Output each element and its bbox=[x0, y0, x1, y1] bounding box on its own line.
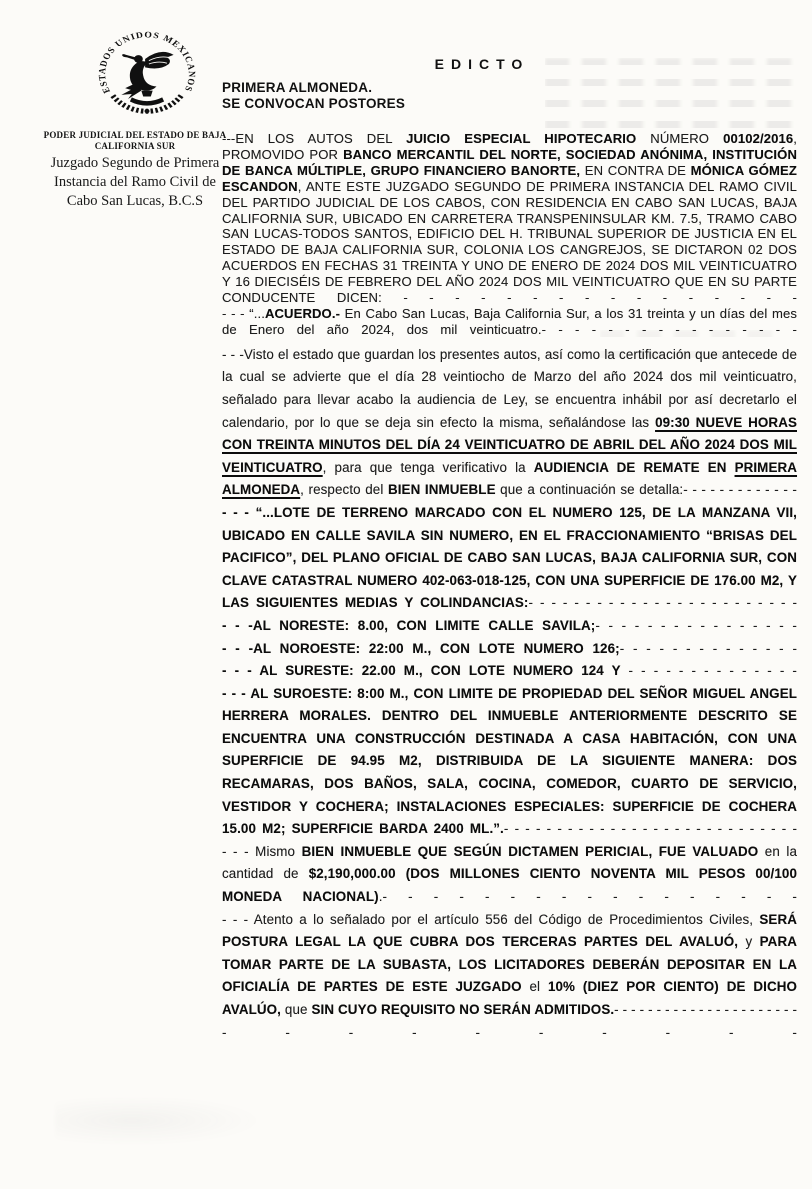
text-segment: 10% (DIEZ POR CIENTO) DE DICHO AVALÚO, bbox=[222, 979, 797, 1017]
text-segment: - - - “... bbox=[222, 305, 265, 321]
text-segment: MÓNICA GÓMEZ ESCANDON bbox=[222, 162, 797, 194]
auction-notice-block bbox=[222, 80, 622, 112]
seal-circular-text: ESTADOS UNIDOS MEXICANOS bbox=[96, 29, 198, 95]
text-segment: - - - Atento a lo señalado por el artículo 556 del Código de Procedimientos Civiles, bbox=[222, 911, 760, 927]
text-segment: - - - Mismo bbox=[222, 843, 302, 859]
text-segment: BANCO MERCANTIL DEL NORTE, SOCIEDAD ANÓNIMA, INSTITUCIÓN DE BANCA MÚLTIPLE, GRUPO FINANCIERO BANORTE, bbox=[222, 146, 798, 178]
paragraph bbox=[222, 909, 797, 1045]
text-segment: EN CONTRA DE bbox=[580, 162, 691, 178]
text-segment: - - -Visto el estado que guardan los presentes autos, así como la certificación que antecede de la cual se advierte que el día 28 veintiocho de Marzo del año 2024 dos mil veinticuatro, señalado para llevar acabo la audiencia de Ley, se encuentra inhábil por así decretarlo el calendario, por lo que se deja sin efecto la misma, señalándose las bbox=[222, 346, 797, 430]
court-name-line: Juzgado Segundo de Primera bbox=[50, 155, 220, 171]
text-segment: $2,190,000.00 (DOS MILLONES CIENTO NOVENTA MIL PESOS 00/100 MONEDA NACIONAL) bbox=[222, 866, 797, 905]
text-segment: JUICIO ESPECIAL HIPOTECARIO bbox=[406, 131, 637, 146]
judicial-authority-line: PODER JUDICIAL DEL ESTADO DE BAJA bbox=[43, 130, 227, 140]
text-segment: - - - - - - - - - - - - - - bbox=[619, 640, 797, 656]
text-segment: BIEN INMUEBLE bbox=[387, 482, 496, 498]
text-segment: en la cantidad de bbox=[222, 843, 798, 882]
eagle-emblem bbox=[121, 52, 173, 106]
text-segment: y bbox=[738, 934, 760, 950]
text-segment: PARA TOMAR PARTE DE LA SUBASTA, LOS LICITADORES DEBERÁN DEPOSITAR EN LA OFICIALÍA DE PARTES DE ESTE JUZGADO bbox=[222, 934, 797, 995]
paragraph bbox=[222, 502, 797, 615]
national-seal-icon bbox=[90, 24, 204, 124]
text-segment: que a continuación se detalla:- - - - - - - - - - - - - bbox=[495, 482, 797, 498]
text-segment: - - -AL NOROESTE: 22:00 M., CON LOTE NUMERO 126; bbox=[222, 640, 620, 656]
text-segment: - - -AL NORESTE: 8.00, CON LIMITE CALLE SAVILA; bbox=[222, 617, 596, 633]
text-segment: , PROMOVIDO POR bbox=[222, 131, 797, 162]
text-segment: - - - AL SUROESTE: 8:00 M., CON LIMITE DE PROPIEDAD DEL SEÑOR MIGUEL ANGEL HERRERA MORALES. DENTRO DEL INMUEBLE ANTERIORMENTE DESCRITO SE ENCUENTRA UNA CONSTRUCCIÓN DESTINADA A CASA HABITACIÓN, CON UNA SUPERFICIE DE 94.95 M2, DISTRIBUIDA DE LA SIGUIENTE MANERA: DOS RECAMARAS, DOS BAÑOS, SALA, COCINA, COMEDOR, CUARTO DE SERVICIO, VESTIDOR Y COCHERA; INSTALACIONES ESPECIALES: SUPERFICIE DE COCHERA 15.00 M2; SUPERFICIE BARDA 2400 ML.”. bbox=[222, 685, 797, 837]
scan-artifact bbox=[55, 1098, 275, 1148]
text-segment: que bbox=[280, 1002, 312, 1017]
text-segment: , para que tenga verificativo la bbox=[322, 459, 534, 475]
text-segment: ---EN LOS AUTOS DEL bbox=[222, 131, 407, 146]
text-segment: AUDIENCIA DE REMATE EN bbox=[533, 459, 735, 475]
edicto-title: EDICTO bbox=[434, 56, 530, 72]
paragraph bbox=[222, 131, 797, 306]
court-header-block bbox=[30, 24, 240, 211]
court-name-line: Cabo San Lucas, B.C.S bbox=[66, 193, 204, 209]
judicial-authority-line: CALIFORNIA SUR bbox=[94, 140, 176, 151]
text-segment: BIEN INMUEBLE QUE SEGÚN DICTAMEN PERICIAL, FUE VALUADO bbox=[301, 843, 759, 859]
text-segment: ACUERDO.- bbox=[264, 305, 341, 321]
paragraph bbox=[222, 306, 797, 338]
notice-line-almoneda: PRIMERA ALMONEDA. bbox=[222, 80, 373, 95]
text-segment: SIN CUYO REQUISITO NO SERÁN ADMITIDOS. bbox=[311, 1002, 615, 1017]
text-segment: .- - - - - - - - - - - - - - - - - bbox=[378, 889, 797, 905]
text-segment: , ANTE ESTE JUZGADO SEGUNDO DE PRIMERA INSTANCIA DEL RAMO CIVIL DEL PARTIDO JUDICIAL DE LOS CABOS, CON RESIDENCIA EN CABO SAN LUCAS, BAJA CALIFORNIA SUR, UBICADO EN CARRETERA TRANSPENINSULAR KM. 7.5, TRAMO CABO SAN LUCAS-TODOS SANTOS, EDIFICIO DEL H. TRIBUNAL SUPERIOR DE JUSTICIA EN EL ESTADO DE BAJA CALIFORNIA SUR, COLONIA LOS CANGREJOS, SE DICTARON 02 DOS ACUERDOS EN FECHAS 31 TREINTA Y UNO DE ENERO DE 2024 DOS MIL VEINTICUATRO Y 16 DIECISÉIS DE FEBRERO DEL AÑO 2024 DOS MIL VEINTICUATRO QUE EN SU PARTE CONDUCENTE DICEN: - - - - - - - - - - - - - - - - bbox=[222, 178, 797, 306]
paragraph bbox=[222, 638, 797, 661]
paragraph bbox=[222, 841, 797, 909]
notice-line-postores: SE CONVOCAN POSTORES bbox=[222, 96, 406, 111]
paragraph bbox=[222, 660, 797, 683]
paragraph bbox=[222, 615, 797, 638]
paragraph bbox=[222, 344, 797, 502]
document-body bbox=[222, 131, 797, 1044]
text-segment: - - - AL SURESTE: 22.00 M., CON LOTE NUMERO 124 Y bbox=[222, 663, 629, 679]
text-segment: - - - - - - - - - - - - - - - - - - - - - - - - bbox=[528, 595, 797, 611]
text-segment: - - - “...LOTE DE TERRENO MARCADO CON EL NUMERO 125, DE LA MANZANA VII, UBICADO EN CALLE SAVILA SIN NUMERO, EN EL FRACCIONAMIENTO “BRISAS DEL PACIFICO”, DEL PLANO OFICIAL DE CABO SAN LUCAS, BAJA CALIFORNIA SUR, CON CLAVE CATASTRAL NUMERO 402-063-018-125, CON UNA SUPERFICIE DE 176.00 M2, Y LAS SIGUIENTES MEDIAS Y COLINDANCIAS: bbox=[222, 504, 797, 611]
court-name-line: Instancia del Ramo Civil de bbox=[54, 174, 216, 190]
text-segment: - - - - - - - - - - - - - - - - - - - - - - - - - - - - bbox=[503, 821, 798, 837]
text-segment: En Cabo San Lucas, Baja California Sur, a los 31 treinta y un días del mes de Enero del año 2024, dos mil veinticuatro.- - - - - - - - - - - - - - - - bbox=[222, 305, 797, 337]
text-segment: - - - - - - - - - - - - - - bbox=[628, 663, 797, 679]
text-segment: , respecto del bbox=[300, 482, 388, 498]
text-segment: SERÁ POSTURA LEGAL LA QUE CUBRA DOS TERCERAS PARTES DEL AVALUÓ, bbox=[222, 911, 797, 950]
text-segment: PRIMERA ALMONEDA bbox=[222, 459, 798, 498]
text-segment: el bbox=[521, 979, 548, 995]
text-segment: - - - - - - - - - - - - - - - - - - - - - - - - - - - - - - - - bbox=[222, 1002, 797, 1040]
text-segment: NÚMERO bbox=[636, 131, 724, 146]
text-segment: 00102/2016 bbox=[723, 131, 794, 146]
text-segment: 09:30 NUEVE HORAS CON TREINTA MINUTOS DEL DÍA 24 VEINTICUATRO DE ABRIL DEL AÑO 2024 DOS MIL VEINTICUATRO bbox=[222, 414, 797, 475]
text-segment: - - - - - - - - - - - - - - - - bbox=[595, 617, 797, 633]
paragraph bbox=[222, 683, 797, 841]
